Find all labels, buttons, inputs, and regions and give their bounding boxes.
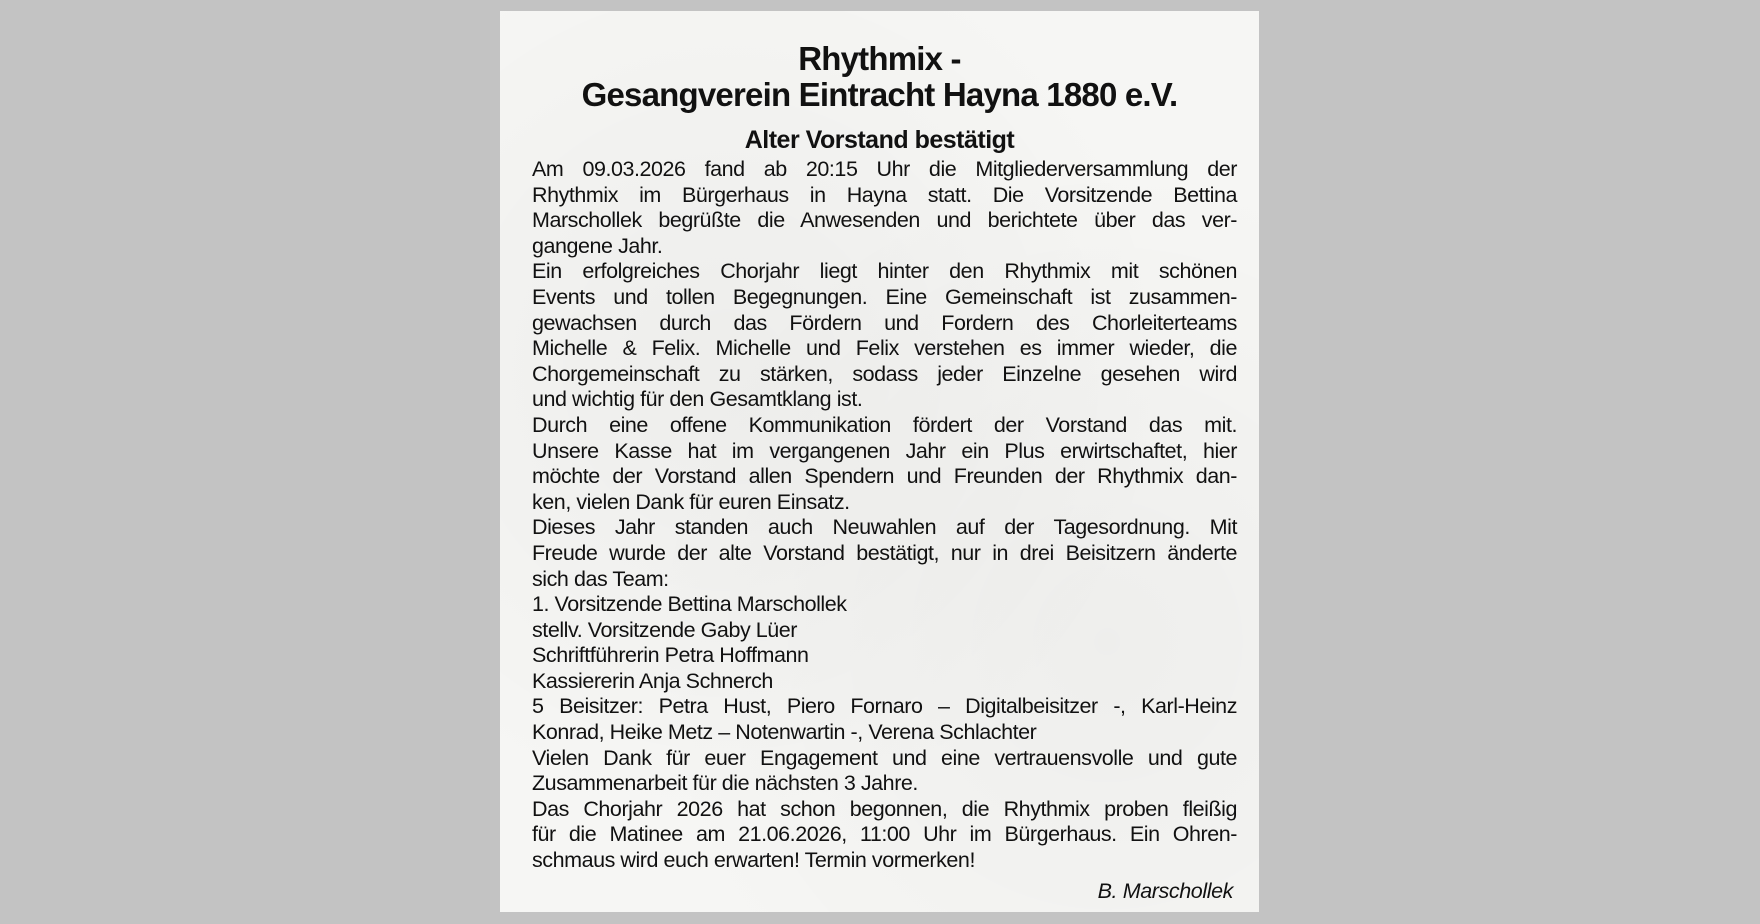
text-line: stellv. Vorsitzende Gaby Lüer bbox=[532, 617, 798, 642]
text-line: Kassiererin Anja Schnerch bbox=[532, 668, 773, 693]
text-line: Chorgemeinschaft zu stärken, sodass jeder Einzelne gesehen wird bbox=[532, 361, 1237, 386]
text-line: Zusammenarbeit für die nächsten 3 Jahre. bbox=[532, 771, 918, 796]
text-line: möchte der Vorstand allen Spendern und Freunden der Rhythmix dan- bbox=[532, 464, 1237, 489]
paragraph bbox=[532, 669, 1237, 695]
text-line: 5 Beisitzer: Petra Hust, Piero Fornaro – Digitalbeisitzer -, Karl-Heinz bbox=[532, 694, 1237, 719]
text-line: Dieses Jahr standen auch Neuwahlen auf der Tagesordnung. Mit bbox=[532, 515, 1237, 540]
text-line: gangene Jahr. bbox=[532, 233, 663, 258]
text-line: und wichtig für den Gesamtklang ist. bbox=[532, 387, 863, 412]
text-line: gewachsen durch das Fördern und Fordern des Chorleiterteams bbox=[532, 310, 1237, 335]
text-line: Rhythmix im Bürgerhaus in Hayna statt. Die Vorsitzende Bettina bbox=[532, 182, 1237, 207]
text-line: sich das Team: bbox=[532, 566, 669, 591]
newspaper-clipping bbox=[500, 11, 1259, 912]
paragraph bbox=[532, 618, 1237, 644]
text-line: Michelle & Felix. Michelle und Felix verstehen es immer wieder, die bbox=[532, 336, 1237, 361]
text-line: Am 09.03.2026 fand ab 20:15 Uhr die Mitgliederversammlung der bbox=[532, 157, 1237, 181]
paragraph bbox=[532, 643, 1237, 669]
text-line: Unsere Kasse hat im vergangenen Jahr ein Plus erwirtschaftet, hier bbox=[532, 438, 1237, 463]
text-line: Ein erfolgreiches Chorjahr liegt hinter den Rhythmix mit schönen bbox=[532, 259, 1237, 284]
text-line: Schriftführerin Petra Hoffmann bbox=[532, 643, 809, 668]
paragraph bbox=[532, 592, 1237, 618]
paragraph bbox=[532, 515, 1237, 592]
article-subtitle: Alter Vorstand bestätigt bbox=[744, 126, 1015, 154]
paragraph bbox=[532, 694, 1237, 745]
text-line: Freude wurde der alte Vorstand bestätigt, nur in drei Beisitzern änderte bbox=[532, 540, 1237, 565]
paragraph bbox=[532, 259, 1237, 413]
paragraph bbox=[532, 157, 1237, 259]
text-line: Das Chorjahr 2026 hat schon begonnen, die Rhythmix proben fleißig bbox=[532, 796, 1237, 821]
article-body bbox=[532, 157, 1237, 874]
text-line: ken, vielen Dank für euren Einsatz. bbox=[532, 489, 850, 514]
article-title-line-1: Rhythmix - bbox=[798, 40, 961, 77]
text-line: Durch eine offene Kommunikation fördert der Vorstand das mit. bbox=[532, 412, 1237, 437]
paragraph bbox=[532, 746, 1237, 797]
text-line: 1. Vorsitzende Bettina Marschollek bbox=[532, 592, 847, 617]
article-signature: B. Marschollek bbox=[1097, 879, 1233, 903]
text-line: Marschollek begrüßte die Anwesenden und berichtete über das ver- bbox=[532, 208, 1237, 233]
paragraph bbox=[532, 797, 1237, 874]
text-line: Events und tollen Begegnungen. Eine Gemeinschaft ist zusammen- bbox=[532, 284, 1237, 309]
article-title-line-2: Gesangverein Eintracht Hayna 1880 e.V. bbox=[581, 76, 1178, 113]
paragraph bbox=[532, 413, 1237, 515]
text-line: schmaus wird euch erwarten! Termin vormerken! bbox=[532, 848, 975, 873]
text-line: für die Matinee am 21.06.2026, 11:00 Uhr im Bürgerhaus. Ein Ohren- bbox=[532, 822, 1237, 847]
text-line: Vielen Dank für euer Engagement und eine vertrauensvolle und gute bbox=[532, 745, 1237, 770]
text-line: Konrad, Heike Metz – Notenwartin -, Verena Schlachter bbox=[532, 720, 1037, 745]
